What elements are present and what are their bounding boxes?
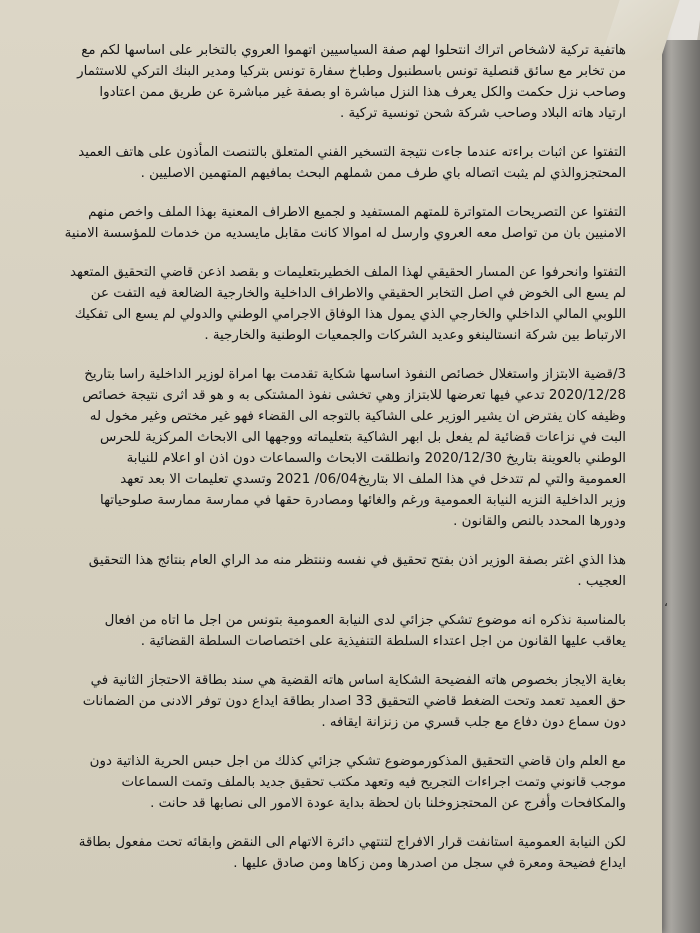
paragraph-4 <box>54 262 626 346</box>
paragraph-10 <box>54 832 626 874</box>
text-line: التفتوا عن التصريحات المتواترة للمتهم المستفيد و لجميع الاطراف المعنية بهذا الملف واخص منهم <box>88 205 626 220</box>
text-line: العجيب . <box>577 574 626 589</box>
paragraph-7 <box>54 610 626 652</box>
text-line: بالمناسبة نذكره انه موضوع تشكي جزائي لدى النيابة العمومية بتونس من اجل ما اتاه من افعال <box>104 613 626 628</box>
text-line: ودورها المحدد بالنص والقانون . <box>453 514 626 529</box>
text-line: دون سماع دون دفاع مع جلب قسري من زنزانة ايقافه . <box>321 715 626 730</box>
text-line: يعاقب عليها القانون من اجل اعتداء السلطة التنفيذية على اختصاصات السلطة القضائية . <box>140 634 626 649</box>
text-line: المحتجزوالذي لم يثبت اتصاله باي طرف ممن شملهم البحث بمافيهم المتهمين الاصليين . <box>140 166 626 181</box>
text-line: بغاية الايجاز بخصوص هاته الفضيحة الشكاية اساس هاته القضية هي سند بطاقة الاحتجاز الثانية في <box>90 673 626 688</box>
text-line: الوطني بالعوينة بتاريخ 2020/12/30 وانطلقت الابحاث والسماعات دون اذن او اعلام للنيابة <box>126 451 626 466</box>
paragraph-5 <box>54 364 626 532</box>
text-line: حق العميد تعمد وتحت الضغط قاضي التحقيق 33 اصدار بطاقة ايداع دون توفر الادنى من الضمانات <box>82 694 626 709</box>
text-line: لم يسع الى الخوض في اصل التخابر الحقيقي والاطراف الداخلية والخارجية الضالعة فيه التفت عن <box>90 286 626 301</box>
text-line: العمومية والتي لم تتدخل في هذا الملف الا بتاريخ06/04/ 2021 وتسدي تعليمات الا بعد تعهد <box>120 472 626 487</box>
text-line: وصاحب نزل حكمت والكل يعرف هذا النزل مباشرة او بصفة غير مباشرة عن طريق ممن اعتادوا <box>99 85 626 100</box>
text-line: ايداع فضيحة ومعرة في سجل من اصدرها ومن زكاها ومن صادق عليها . <box>233 856 626 871</box>
text-line: لكن النيابة العمومية استانفت قرار الافراج لتنتهي دائرة الاتهام الى النقض وابقائه تحت مفعول بطاقة <box>78 835 626 850</box>
text-line: اللوبي المالي الداخلي والخارجي الذي يمول هذا الوفاق الاجرامي الوطني والدولي لم يسع الى تفكيك <box>74 307 626 322</box>
text-line: الامنيين بان من تواصل معه العروي وارسل له اموالا كانت مقابل مايسديه من خدمات للمؤسسة الامنية <box>64 226 626 241</box>
text-line: هاتفية تركية لاشخاص اتراك انتحلوا لهم صفة السياسيين اتهموا العروي بالتخابر على اساسها لكم مع <box>81 43 626 58</box>
text-line: التفتوا وانحرفوا عن المسار الحقيقي لهذا الملف الخطيربتعليمات و بقصد اذعن قاضي التحقيق المتعهد <box>69 265 626 280</box>
paragraph-6 <box>54 550 626 592</box>
text-line: 2020/12/28 تدعي فيها تعرضها للابتزاز وهي تخشى نفوذ المشتكى به و هو قد اثرى نتيجة خصائص <box>82 388 626 403</box>
paragraph-3 <box>54 202 626 244</box>
text-line: وظيفه كان يفترض ان يشير الوزير على الشاكية بالتوجه الى القضاء فهو غير مختص وغير مخول له <box>89 409 626 424</box>
text-line: ارتياد هاته البلاد وصاحب شركة شحن تونسية تركية . <box>340 106 626 121</box>
text-line: البت في نزاعات قضائية لم يفعل بل ابهر الشاكية بتعليماته ووجهها الى الابحاث المركزية للحرس <box>99 430 626 445</box>
text-line: والمكافحات وأفرج عن المحتجزوخلنا بان لحظة بداية عودة الامور الى نصابها قد حانت . <box>150 796 626 811</box>
document-body <box>54 40 626 892</box>
margin-mark: ، <box>664 595 668 609</box>
paragraph-2 <box>54 142 626 184</box>
text-line: وزير الداخلية النزيه النيابة العمومية ورغم والغائها ومصادرة حقها في ممارسة ممارسة صلوحياتها <box>99 493 626 508</box>
text-line: التفتوا عن اثبات براءته عندما جاءت نتيجة التسخير الفني المتعلق بالتنصت المأذون على هاتف العميد <box>78 145 626 160</box>
paragraph-1 <box>54 40 626 124</box>
text-line: موجب قانوني وتمت اجراءات التجريح فيه وتعهد مكتب تحقيق جديد بالملف وتمت السماعات <box>121 775 626 790</box>
text-line: من تخابر مع سائق قنصلية تونس باسطنبول وطباخ سفارة تونس بتركيا ومدير البنك التركي للاستثمار <box>77 64 626 79</box>
text-line: هذا الذي اغتر بصفة الوزير اذن بفتح تحقيق في نفسه وننتظر منه مد الراي العام بنتائج هذا التحقيق <box>88 553 626 568</box>
text-line: مع العلم وان قاضي التحقيق المذكورموضوع تشكي جزائي كذلك من اجل حبس الحرية الذاتية دون <box>89 754 626 769</box>
text-line: 3/قضية الابتزاز واستغلال خصائص النفوذ اساسها شكاية تقدمت بها امراة لوزير الداخلية راسا بتاريخ <box>84 367 626 382</box>
text-line: الارتباط بين شركة انستالينغو وعديد الشركات والجمعيات الوطنية والخارجية . <box>204 328 626 343</box>
paragraph-9 <box>54 751 626 814</box>
paragraph-8 <box>54 670 626 733</box>
